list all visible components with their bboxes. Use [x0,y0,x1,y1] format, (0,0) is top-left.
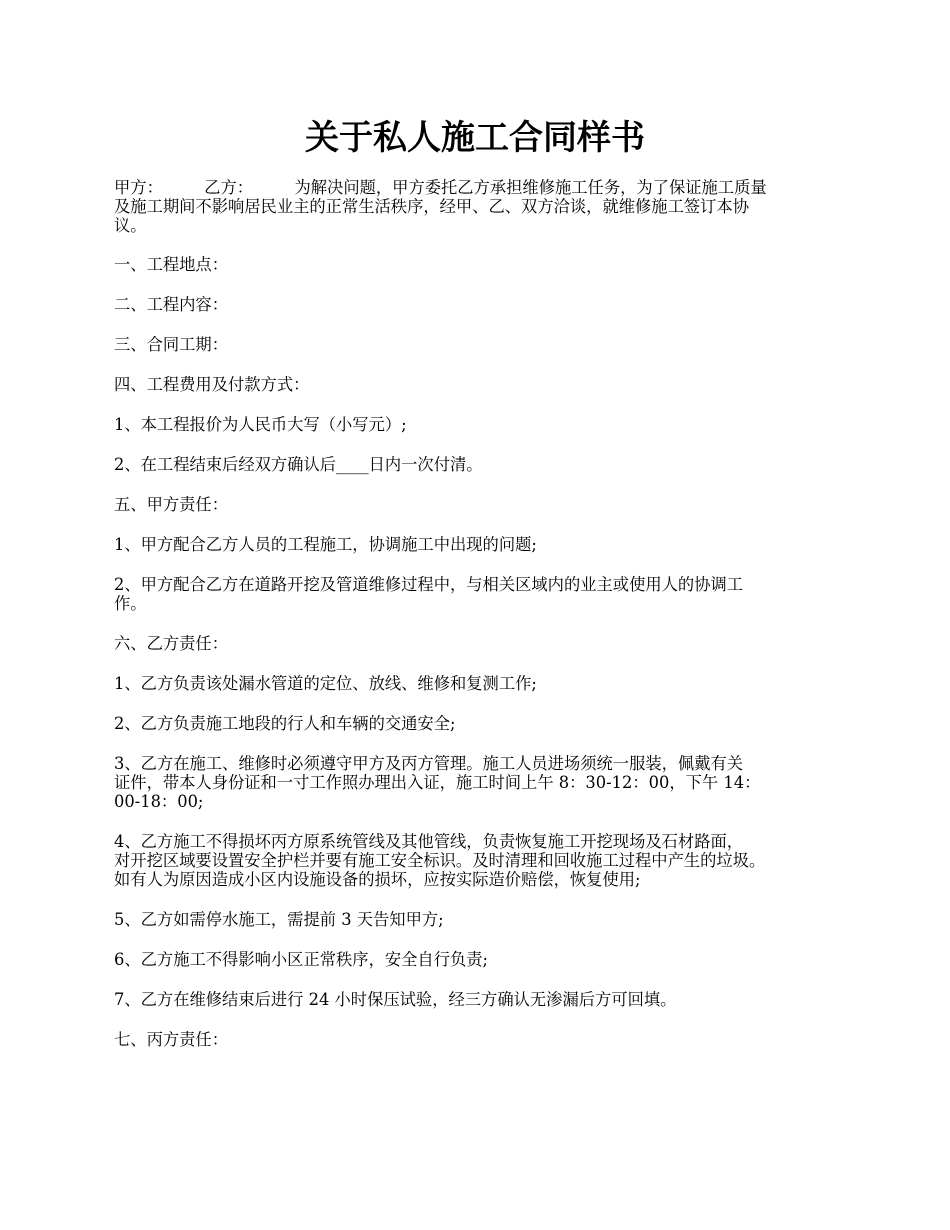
party-a-item-1 [114,535,854,554]
party-b-item-7 [114,990,854,1009]
section-party-c-responsibilities [114,1030,854,1049]
text-line: 证件，带本人身份证和一寸工作照办理出入证，施工时间上午 8：30-12：00，下午 14： [114,773,761,792]
party-b-item-5 [114,910,854,929]
text-line: 四、工程费用及付款方式： [114,375,310,394]
section-project-content [114,295,854,314]
text-line: 三、合同工期： [114,335,228,354]
text-line: 00-18：00; [114,792,204,811]
text-line: 2、乙方负责施工地段的行人和车辆的交通安全; [114,714,456,733]
intro-line-2: 及施工期间不影响居民业主的正常生活秩序，经甲、乙、双方洽谈，就维修施工签订本协 [114,197,749,216]
intro-line-3: 议。 [114,216,147,235]
document-body [114,178,854,1049]
section-party-b-responsibilities [114,634,854,653]
party-a-item-2 [114,575,854,613]
text-line: 七、丙方责任： [114,1030,228,1049]
intro-paragraph [114,178,854,235]
text-line: 3、乙方在施工、维修时必须遵守甲方及丙方管理。施工人员进场须统一服装，佩戴有关 [114,754,744,773]
section-party-a-responsibilities [114,495,854,514]
text-line: 1、本工程报价为人民币大写（小写元）; [114,415,407,434]
party-b-item-4 [114,832,854,889]
text-line: 一、工程地点： [114,255,228,274]
party-b-item-6 [114,950,854,969]
document-title: 关于私人施工合同样书 [305,118,645,158]
section-contract-period [114,335,854,354]
fee-item-2 [114,455,854,474]
party-b-item-3 [114,754,854,811]
text-line: 作。 [114,594,147,613]
section-project-location [114,255,854,274]
text-line: 4、乙方施工不得损坏丙方原系统管线及其他管线，负责恢复施工开挖现场及石材路面， [114,832,744,851]
text-line: 1、甲方配合乙方人员的工程施工，协调施工中出现的问题; [114,535,537,554]
text-line: 如有人为原因造成小区内设施设备的损坏，应按实际造价赔偿，恢复使用; [114,870,641,889]
intro-line-1: 甲方： 乙方： 为解决问题，甲方委托乙方承担维修施工任务，为了保证施工质量 [114,178,767,197]
section-fees-payment [114,375,854,394]
text-line: 5、乙方如需停水施工，需提前 3 天告知甲方; [114,910,444,929]
text-line: 1、乙方负责该处漏水管道的定位、放线、维修和复测工作; [114,674,537,693]
text-line: 对开挖区域要设置安全护栏并要有施工安全标识。及时清理和回收施工过程中产生的垃圾。 [114,851,766,870]
party-b-item-2 [114,714,854,733]
text-line: 7、乙方在维修结束后进行 24 小时保压试验，经三方确认无渗漏后方可回填。 [114,990,677,1009]
party-b-item-1 [114,674,854,693]
text-line: 六、乙方责任： [114,634,228,653]
text-line: 二、工程内容： [114,295,228,314]
text-line: 6、乙方施工不得影响小区正常秩序，安全自行负责; [114,950,489,969]
text-line: 2、在工程结束后经双方确认后____日内一次付清。 [114,455,483,474]
fee-item-1 [114,415,854,434]
text-line: 五、甲方责任： [114,495,228,514]
text-line: 2、甲方配合乙方在道路开挖及管道维修过程中，与相关区域内的业主或使用人的协调工 [114,575,744,594]
